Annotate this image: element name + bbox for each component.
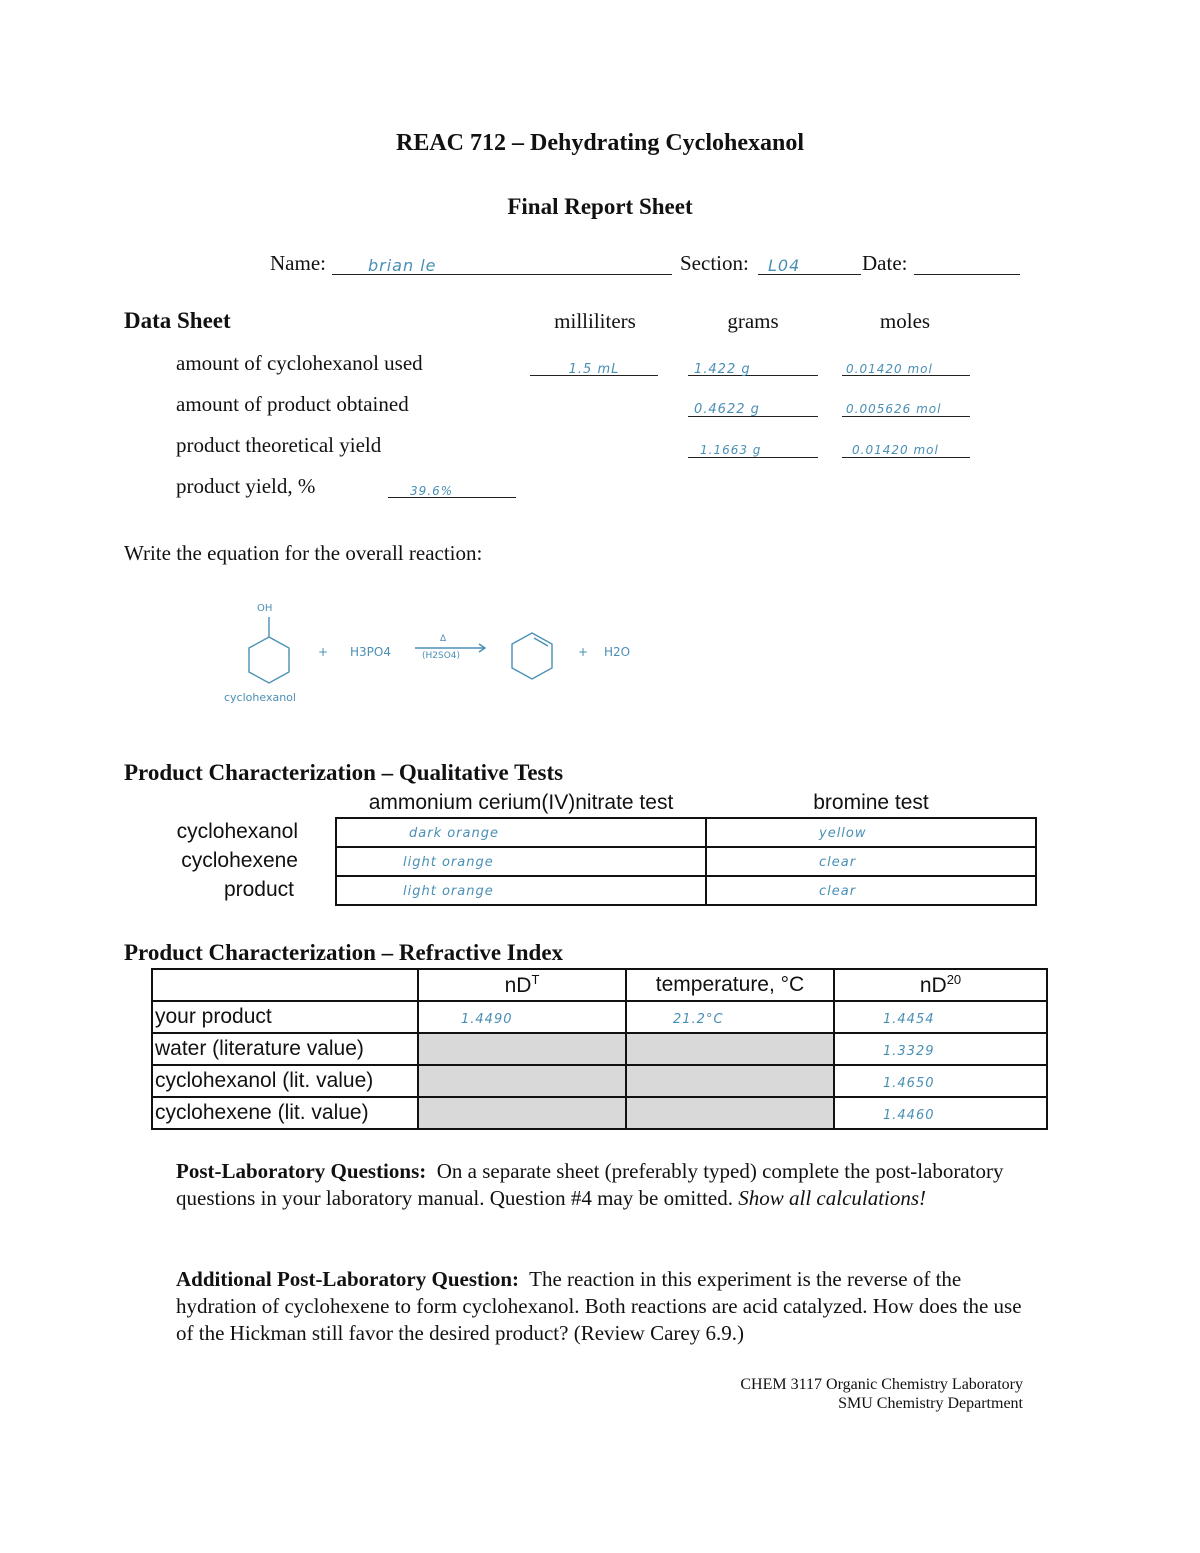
table-cell[interactable]	[706, 847, 1036, 876]
document-subtitle: Final Report Sheet	[507, 194, 693, 219]
can-result: dark orange	[409, 825, 499, 841]
cyclohexanol-ring-icon	[249, 637, 289, 683]
table-cell[interactable]	[418, 1001, 626, 1033]
plus-sign-2: +	[578, 645, 589, 659]
table-cell[interactable]	[834, 1065, 1047, 1097]
mol-line-1	[842, 416, 970, 417]
qual-label-cyclohexanol: cyclohexanol	[176, 820, 298, 843]
nd20-symbol: nD	[919, 974, 947, 997]
additional-text: The reaction in this experiment is the reverse of the hydration of cyclohexene to form cyclohexanol. Both reactions are acid catalyzed. How does the use of the Hickman still favor the desired product? (Review Carey 6.9.)	[176, 1267, 1022, 1345]
qual-label-cyclohexene: cyclohexene	[181, 849, 298, 872]
footer-department: SMU Chemistry Department	[838, 1395, 1023, 1412]
heat-symbol: Δ	[440, 634, 447, 644]
ri-label-cyclohexene: cyclohexene (lit. value)	[152, 1097, 418, 1129]
post-lab-text: On a separate sheet (preferably typed) complete the post-laboratory questions in your laboratory manual. Question #4 may be omitted.	[176, 1159, 1004, 1210]
nd-header	[418, 969, 626, 1001]
nd20-header	[834, 969, 1047, 1001]
additional-question	[176, 1266, 1036, 1347]
shaded-cell	[418, 1065, 626, 1097]
row-label-product-yield: product yield, %	[176, 474, 316, 498]
yield-value[interactable]: 39.6%	[410, 484, 454, 498]
table-row	[152, 1001, 1047, 1033]
mol-value-2[interactable]: 0.01420 mol	[852, 443, 939, 457]
col-milliliters: milliliters	[554, 309, 636, 333]
double-bond	[534, 638, 548, 646]
date-line	[914, 274, 1020, 275]
br-result: clear	[819, 854, 857, 870]
table-cell[interactable]	[706, 876, 1036, 905]
table-header-row	[152, 969, 1047, 1001]
can-result: light orange	[403, 883, 494, 899]
refractive-heading: Product Characterization – Refractive Index	[124, 940, 564, 965]
table-row	[152, 1033, 1047, 1065]
g-line-2	[688, 457, 818, 458]
ri-label-cyclohexanol: cyclohexanol (lit. value)	[152, 1065, 418, 1097]
nd20-sup: 20	[946, 972, 962, 987]
shaded-cell	[626, 1097, 834, 1129]
row-label-product-obtained: amount of product obtained	[176, 392, 409, 416]
table-cell	[152, 969, 418, 1001]
nd-symbol: nD	[504, 974, 532, 997]
additional-label: Additional Post-Laboratory Question:	[176, 1267, 520, 1291]
qualitative-heading: Product Characterization – Qualitative Tests	[124, 760, 564, 785]
document-title: REAC 712 – Dehydrating Cyclohexanol	[395, 130, 804, 156]
refractive-table	[151, 968, 1048, 1130]
table-row	[336, 818, 1036, 847]
name-label: Name:	[270, 251, 326, 275]
shaded-cell	[626, 1033, 834, 1065]
nd20-value: 1.4460	[883, 1108, 935, 1123]
section-label: Section:	[680, 251, 749, 275]
plus-sign-1: +	[318, 645, 329, 659]
name-value[interactable]: brian le	[368, 256, 437, 275]
mol-value-0[interactable]: 0.01420 mol	[846, 362, 933, 376]
reactant-name: cyclohexanol	[224, 691, 296, 704]
nd20-value: 1.4650	[883, 1076, 935, 1091]
table-row	[336, 847, 1036, 876]
date-label: Date:	[862, 251, 908, 275]
table-cell[interactable]	[834, 1033, 1047, 1065]
table-cell[interactable]	[336, 818, 706, 847]
table-cell[interactable]	[336, 876, 706, 905]
mol-value-1[interactable]: 0.005626 mol	[846, 402, 942, 416]
row-label-theoretical-yield: product theoretical yield	[176, 433, 382, 457]
catalyst-label: (H2SO4)	[422, 651, 461, 661]
can-result: light orange	[403, 854, 494, 870]
shaded-cell	[626, 1065, 834, 1097]
post-lab-label: Post-Laboratory Questions:	[176, 1159, 427, 1183]
acid-label: H3PO4	[350, 645, 391, 659]
shaded-cell	[418, 1097, 626, 1129]
equation-prompt: Write the equation for the overall reaction:	[124, 541, 483, 565]
qualitative-table	[335, 817, 1037, 906]
footer-course: CHEM 3117 Organic Chemistry Laboratory	[740, 1376, 1023, 1393]
col-grams: grams	[727, 309, 779, 333]
table-cell[interactable]	[834, 1001, 1047, 1033]
row-label-cyclohexanol-used: amount of cyclohexanol used	[176, 351, 423, 375]
g-value-2[interactable]: 1.1663 g	[700, 443, 762, 457]
col-moles: moles	[879, 309, 931, 333]
col-cerium-test: ammonium cerium(IV)nitrate test	[368, 791, 674, 814]
table-cell[interactable]	[626, 1001, 834, 1033]
ri-label-your-product: your product	[152, 1001, 418, 1033]
nd20-value: 1.4454	[883, 1012, 935, 1027]
nd-value: 1.4490	[461, 1012, 513, 1027]
col-bromine-test: bromine test	[813, 791, 929, 814]
nd-sup: T	[531, 972, 540, 987]
nd20-value: 1.3329	[883, 1044, 935, 1059]
ri-label-water: water (literature value)	[152, 1033, 418, 1065]
qual-label-product: product	[223, 878, 294, 901]
mol-line-2	[842, 457, 970, 458]
temp-value: 21.2°C	[673, 1012, 724, 1027]
table-cell[interactable]	[706, 818, 1036, 847]
section-value[interactable]: L04	[768, 256, 801, 275]
table-row	[152, 1097, 1047, 1129]
br-result: yellow	[819, 825, 867, 841]
g-value-0[interactable]: 1.422 g	[694, 362, 751, 377]
post-lab-emphasis: Show all calculations!	[738, 1186, 927, 1210]
oh-label: OH	[257, 603, 273, 614]
table-row	[336, 876, 1036, 905]
temperature-header: temperature, °C	[626, 969, 834, 1001]
br-result: clear	[819, 883, 857, 899]
shaded-cell	[418, 1033, 626, 1065]
table-row	[152, 1065, 1047, 1097]
water-label: H2O	[604, 645, 631, 659]
ml-value-0[interactable]: 1.5 mL	[568, 362, 620, 377]
table-cell[interactable]	[336, 847, 706, 876]
post-lab-questions	[176, 1158, 1026, 1212]
data-sheet-heading: Data Sheet	[124, 308, 231, 333]
g-value-1[interactable]: 0.4622 g	[694, 402, 760, 417]
table-cell[interactable]	[834, 1097, 1047, 1129]
cyclohexene-ring-icon	[512, 633, 552, 679]
